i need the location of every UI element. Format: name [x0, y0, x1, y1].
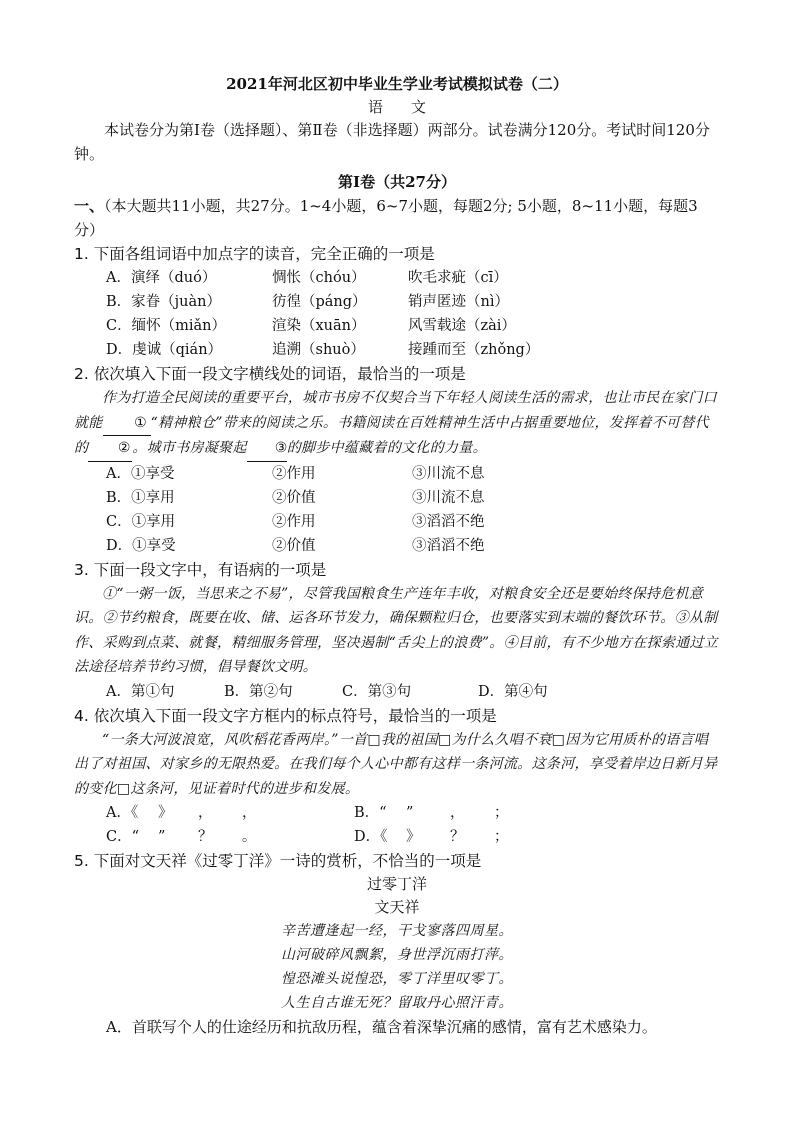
option-cell: ③滔滔不绝 [412, 537, 485, 554]
option-cell: 彷徨（páng） [272, 294, 367, 310]
option-cell: ②价值 [272, 489, 316, 506]
poem-title: 过零丁洋 [366, 875, 427, 893]
option-cell: ③川流不息 [412, 465, 485, 482]
question-1-options [106, 266, 720, 362]
punct-cell: C．“ [106, 829, 140, 845]
blank-3: ③ [247, 436, 287, 462]
passage-text: 作为打造全民阅读的重要平台，城市书房不仅契合当下年轻人阅读生活的需求，也让市民在家门口就能 [74, 390, 717, 431]
option-cell: 吹毛求疵（cī） [408, 270, 508, 286]
question-2-passage [74, 386, 720, 462]
option-cell: C．缅怀（miǎn） [106, 318, 226, 334]
option-cell: B．①享用 [106, 489, 175, 506]
section-text: （本大题共11小题，共27分。1~4小题，6~7小题，每题2分; 5小题，8~11小题，每题3分） [74, 197, 698, 239]
punct-cell: D．《 [354, 829, 388, 845]
subject-label: 语文 [367, 98, 454, 116]
question-4-stem: 4. 依次填入下面一段文字方框内的标点符号，最恰当的一项是 [74, 706, 497, 725]
option-row [106, 266, 720, 290]
option-cell: A．演绎（duó） [106, 270, 217, 286]
passage-text: “精神粮仓”带来的阅读之乐。书籍阅读在百姓精神生活中占据重要地位，发挥着不可替代的 [74, 414, 709, 456]
punct-cell: 》 [158, 805, 173, 821]
blank-2: ② [88, 436, 132, 462]
question-3-passage: ①“一粥一饭，当思来之不易”，尽管我国粮食生产连年丰收，对粮食安全还是要始终保持危机意识。②节约粮食，既要在收、储、运各环节发力，确保颗粒归仓，也要落实到末端的餐饮环节。③从制作、采购到点菜、就餐，精细服务管理，坚决遏制“舌尖上的浪费”。④目前，有不少地方在探索通过立法途径培养节约习惯，倡导餐饮文明。 [74, 585, 719, 675]
option-cell: 风雪载途（zài） [408, 318, 516, 334]
option-row [106, 314, 720, 338]
option-cell: ③滔滔不绝 [412, 513, 485, 530]
punct-cell: ， [242, 805, 257, 821]
option-row [106, 338, 720, 362]
part-title: 第Ⅰ卷（共27分） [338, 173, 456, 191]
poem-line: 人生自古谁无死？留取丹心照汗青。 [281, 995, 513, 1011]
question-4-passage: “一条大河波浪宽，风吹稻花香两岸。”一首□我的祖国□为什么久唱不衰□因为它用质朴的语言唱出了对祖国、对家乡的无限热爱。在我们每个人心中都有这样一条河流。这条河，享受着岸边日新月异的变化□这条河，见证着时代的进步和发展。 [74, 731, 718, 797]
option-cell: C．①享用 [106, 513, 176, 530]
punct-cell: ， [450, 805, 465, 821]
poem-line: 辛苦遭逢起一经，干戈寥落四周星。 [281, 923, 513, 939]
option-c: C．第③句 [342, 683, 412, 700]
question-5-stem: 5. 下面对文天祥《过零丁洋》一诗的赏析，不恰当的一项是 [74, 852, 482, 870]
option-cell: ②作用 [272, 465, 316, 482]
punct-cell: B．“ [354, 805, 387, 821]
option-row [106, 510, 720, 534]
exam-title: 2021年河北区初中毕业生学业考试模拟试卷（二） [226, 75, 568, 93]
punct-cell: ； [494, 829, 509, 845]
punct-cell: ” [158, 829, 166, 845]
punct-cell: A．《 [106, 805, 139, 821]
exam-intro: 本试卷分为第Ⅰ卷（选择题）、第Ⅱ卷（非选择题）两部分。试卷满分120分。考试时间120分钟。 [74, 121, 710, 163]
question-4-options-row-2 [106, 825, 720, 849]
option-cell: 追溯（shuò） [272, 342, 365, 358]
option-cell: 渲染（xuān） [272, 318, 366, 334]
punct-cell: ” [406, 805, 414, 821]
poem-line: 惶恐滩头说惶恐，零丁洋里叹零丁。 [281, 971, 513, 987]
punct-cell: 。 [242, 829, 257, 845]
option-a: A．第①句 [106, 683, 175, 700]
punct-cell: ？ [198, 829, 213, 845]
passage-text: 。城市书房凝聚起 [132, 440, 247, 456]
passage-text: 的脚步中蕴藏着的文化的力量。 [286, 440, 487, 456]
option-cell: 接踵而至（zhǒng） [408, 342, 540, 358]
blank-1: ① [103, 411, 151, 437]
option-cell: D．虔诚（qián） [106, 342, 223, 358]
option-cell: D．①享受 [106, 537, 176, 554]
option-row [106, 290, 720, 314]
exam-page [74, 72, 720, 1039]
option-cell: ②作用 [272, 513, 316, 530]
option-row [106, 486, 720, 510]
question-3-options [106, 680, 720, 704]
option-cell: ③川流不息 [412, 489, 485, 506]
option-d: D．第④句 [478, 683, 548, 700]
option-row [106, 462, 720, 486]
punct-cell: ； [494, 805, 509, 821]
poem-author: 文天祥 [374, 898, 420, 916]
punct-cell: ？ [450, 829, 465, 845]
option-row [106, 534, 720, 558]
question-5-option-a: A．首联写个人的仕途经历和抗敌历程，蕴含着深挚沉痛的感情，富有艺术感染力。 [106, 1018, 657, 1036]
question-3-stem: 3. 下面一段文字中，有语病的一项是 [74, 560, 327, 579]
option-cell: ②价值 [272, 537, 316, 554]
question-2-stem: 2. 依次填入下面一段文字横线处的词语，最恰当的一项是 [74, 365, 466, 383]
option-cell: 惆怅（chóu） [272, 270, 366, 286]
option-b: B．第②句 [224, 683, 293, 700]
question-2-options [106, 462, 720, 558]
punct-cell: 》 [406, 829, 421, 845]
option-cell: A．①享受 [106, 465, 175, 482]
option-cell: B．家眷（juàn） [106, 294, 221, 310]
option-cell: 销声匿迹（nì） [408, 294, 509, 310]
section-heading [74, 194, 720, 242]
poem-line: 山河破碎风飘絮，身世浮沉雨打萍。 [281, 947, 513, 963]
question-4-options-row-1 [106, 801, 720, 825]
section-label: 一、 [74, 197, 105, 215]
question-1-stem: 1. 下面各组词语中加点字的读音，完全正确的一项是 [74, 245, 435, 263]
punct-cell: ， [198, 805, 213, 821]
